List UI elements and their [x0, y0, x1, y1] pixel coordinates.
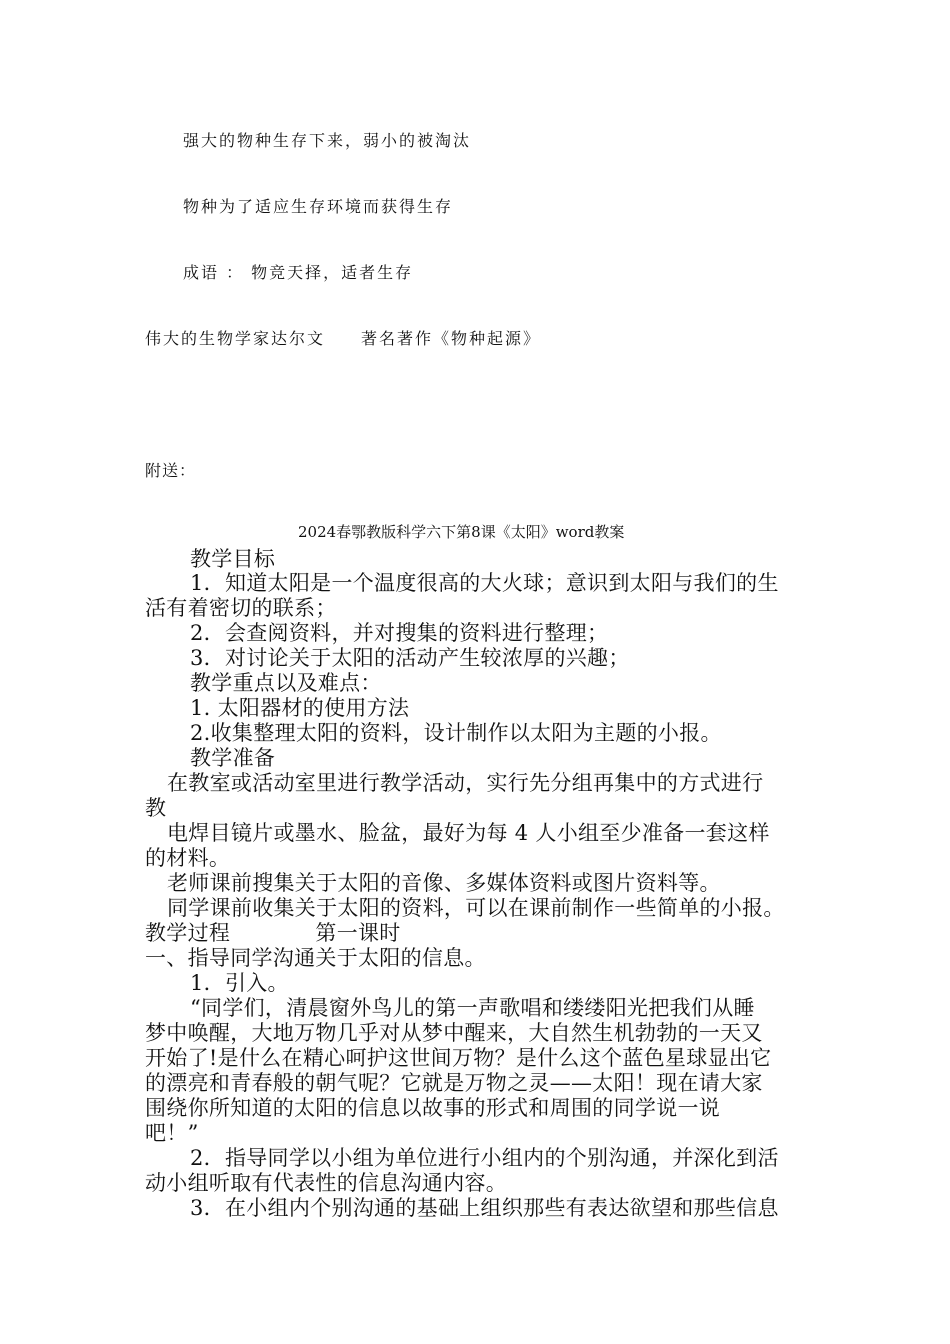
text-line: 3．在小组内个别沟通的基础上组织那些有表达欲望和那些信息 — [190, 1196, 779, 1220]
text-line: 2．会查阅资料，并对搜集的资料进行整理； — [190, 621, 609, 645]
text-line: 活有着密切的联系； — [145, 596, 337, 620]
text-line: 教学重点以及难点： — [190, 671, 382, 695]
text-line: 教学过程 第一课时 — [145, 921, 401, 945]
text-line-adaptation: 物种为了适应生存环境而获得生存 — [183, 197, 454, 216]
text-line: 老师课前搜集关于太阳的音像、多媒体资料或图片资料等。 — [167, 871, 721, 895]
text-line: 开始了!是什么在精心呵护这世间万物？是什么这个蓝色星球显出它 — [145, 1046, 772, 1070]
text-line: 1．知道太阳是一个温度很高的大火球；意识到太阳与我们的生 — [190, 571, 779, 595]
text-line: 梦中唤醒，大地万物几乎对从梦中醒来，大自然生机勃勃的一天又 — [145, 1021, 763, 1045]
text-line: 在教室或活动室里进行教学活动，实行先分组再集中的方式进行 — [167, 771, 764, 795]
text-line: 2．指导同学以小组为单位进行小组内的个别沟通，并深化到活 — [190, 1146, 779, 1170]
text-line: 2.收集整理太阳的资料，设计制作以太阳为主题的小报。 — [190, 721, 722, 745]
text-line: 的材料。 — [145, 846, 231, 870]
text-line: 1. 太阳器材的使用方法 — [190, 696, 410, 720]
text-line: 一、指导同学沟通关于太阳的信息。 — [145, 946, 486, 970]
text-line-darwin: 伟大的生物学家达尔文 著名著作《物种起源》 — [145, 329, 542, 348]
text-line: 1．引入。 — [190, 971, 289, 995]
appendix-label: 附送： — [145, 461, 197, 480]
text-line: 电焊目镜片或墨水、脸盆，最好为每 4 人小组至少准备一套这样 — [167, 821, 770, 845]
text-line: “同学们，清晨窗外鸟儿的第一声歌唱和缕缕阳光把我们从睡 — [190, 996, 755, 1020]
text-line: 吧！” — [145, 1121, 199, 1145]
text-line: 教学准备 — [190, 746, 276, 770]
text-line: 3．对讨论关于太阳的活动产生较浓厚的兴趣； — [190, 646, 630, 670]
text-line: 教学目标 — [190, 547, 276, 571]
document-title: 2024春鄂教版科学六下第8课《太阳》word教案 — [298, 523, 625, 541]
text-line: 同学课前收集关于太阳的资料，可以在课前制作一些简单的小报。 — [167, 896, 785, 920]
text-line: 教 — [145, 796, 167, 820]
text-line-species-survival: 强大的物种生存下来，弱小的被淘汰 — [183, 131, 472, 150]
text-line: 的漂亮和青春般的朝气呢？它就是万物之灵——太阳！现在请大家 — [145, 1071, 763, 1095]
text-line-idiom: 成语 ： 物竞天择，适者生存 — [183, 263, 414, 282]
text-line: 围绕你所知道的太阳的信息以故事的形式和周围的同学说一说 — [145, 1096, 721, 1120]
text-line: 动小组听取有代表性的信息沟通内容。 — [145, 1171, 508, 1195]
